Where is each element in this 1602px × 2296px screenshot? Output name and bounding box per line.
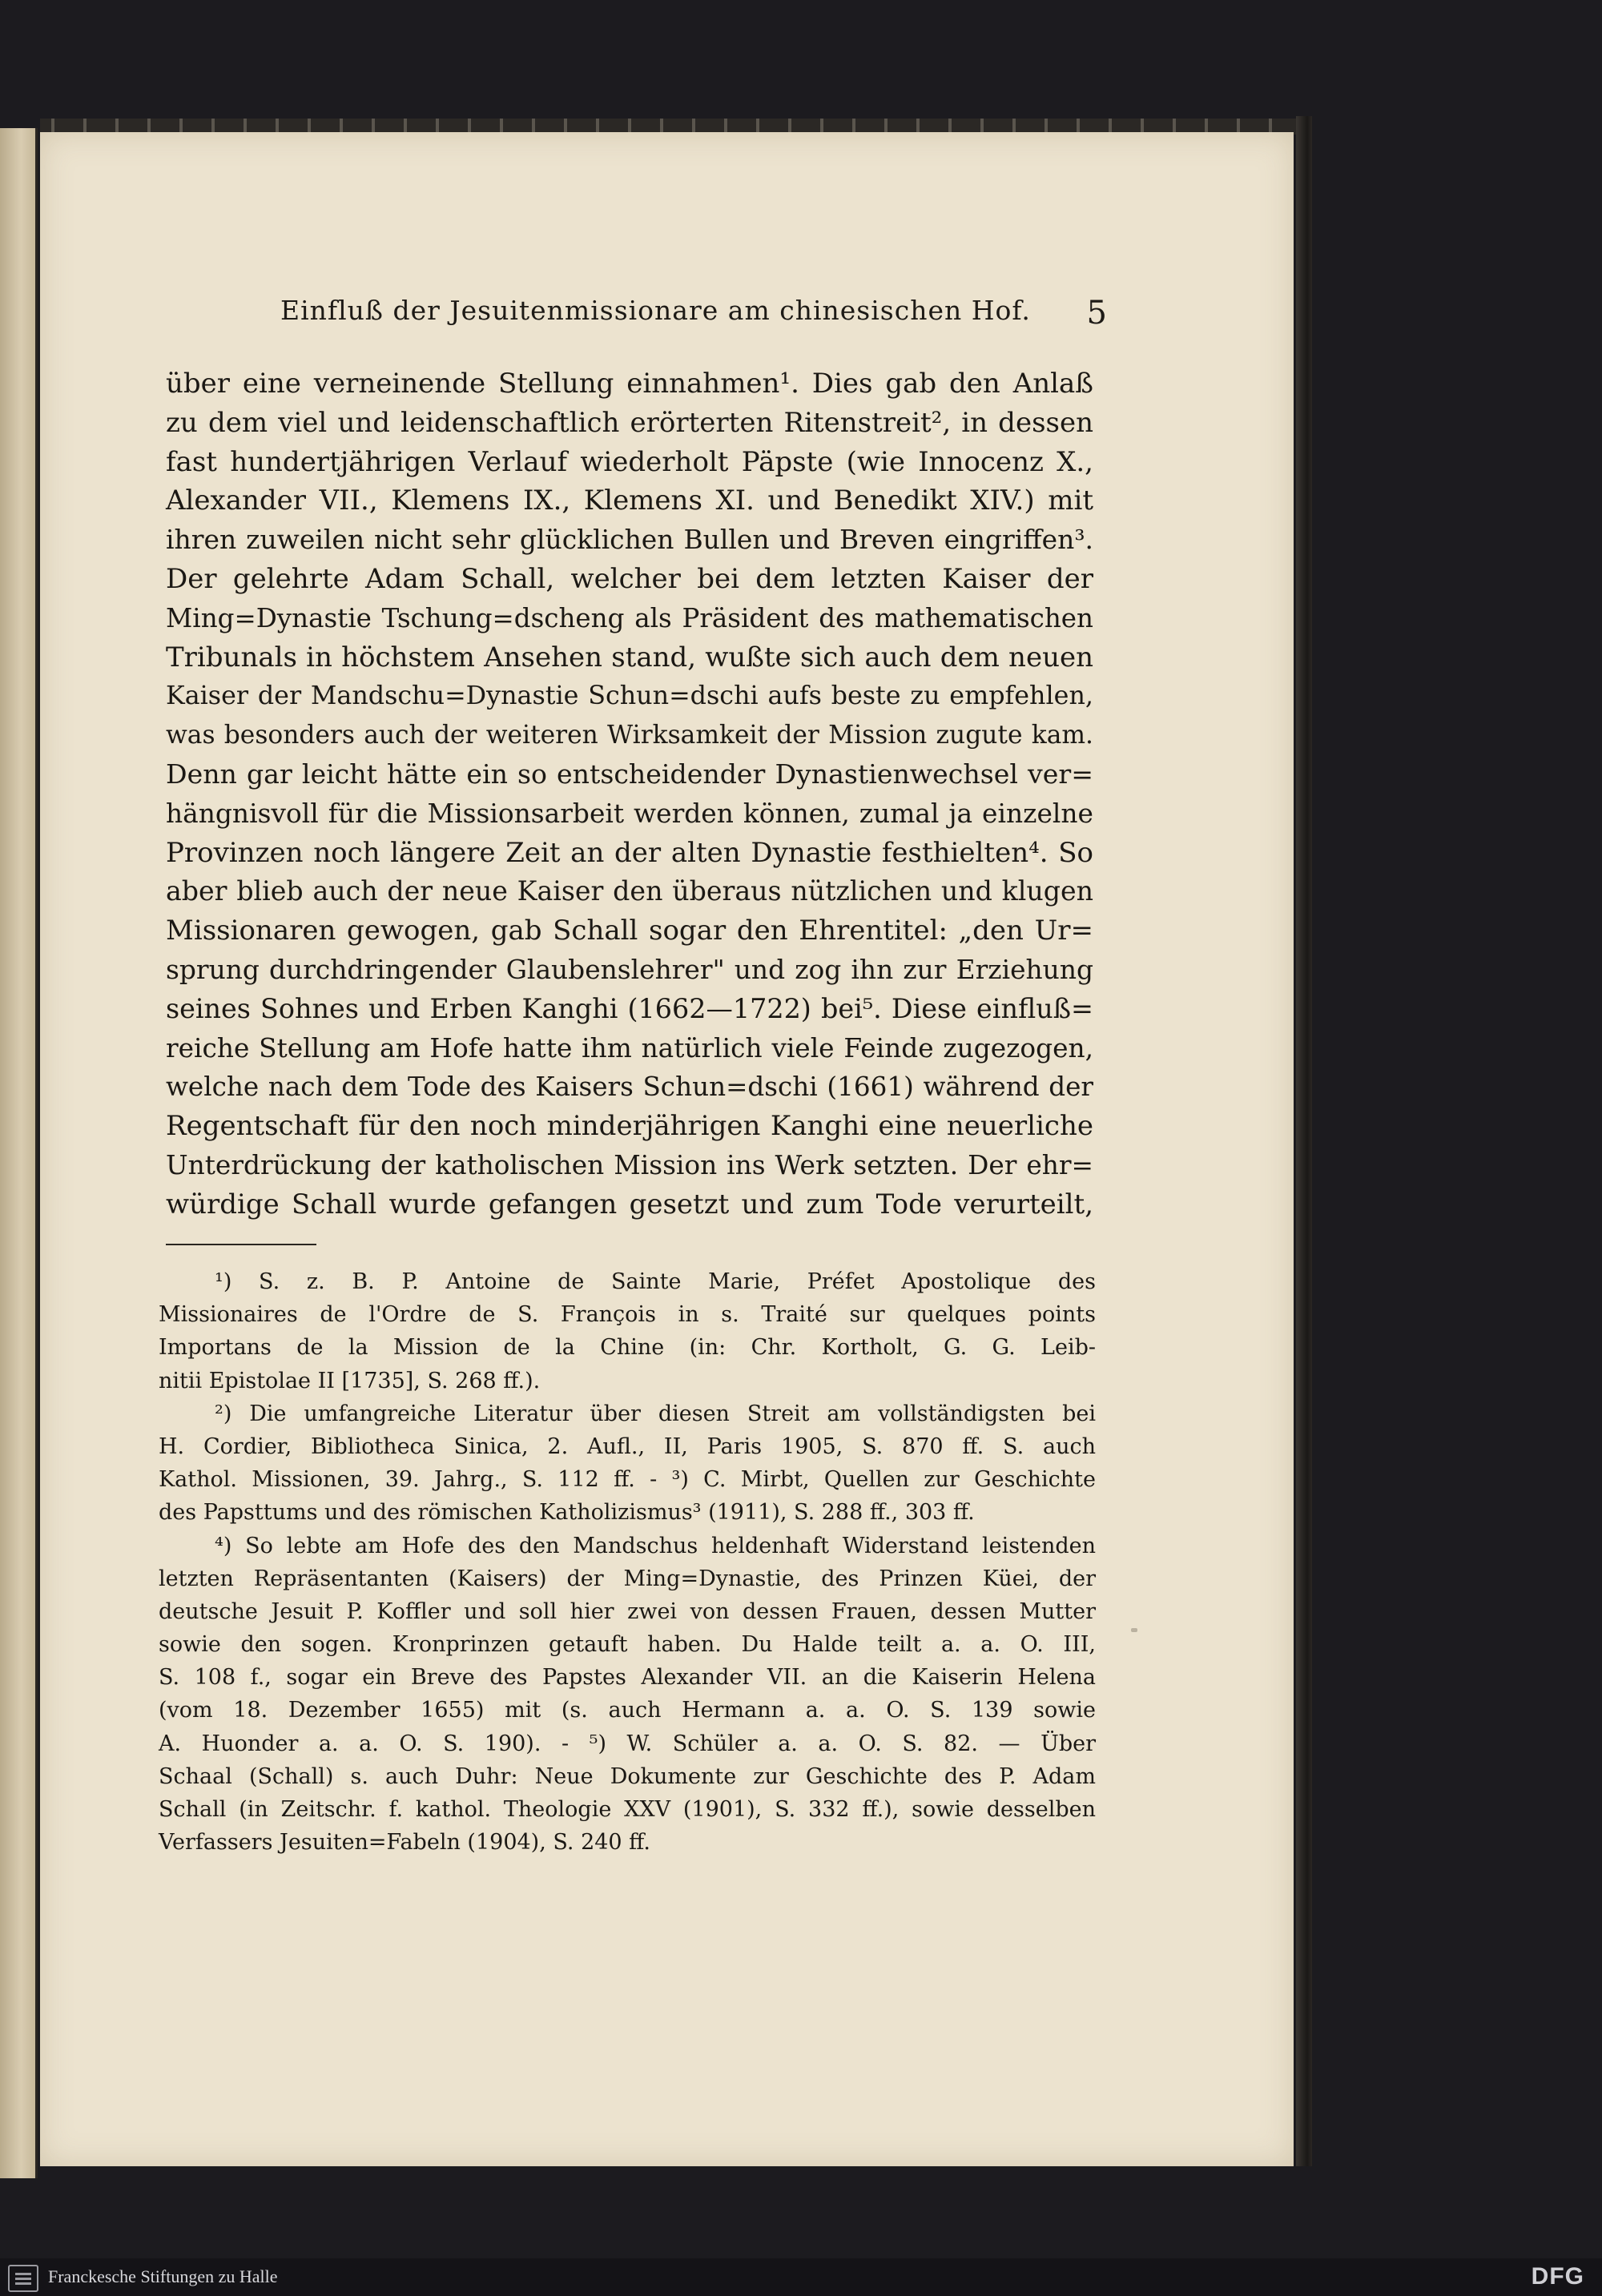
footnote-line: H. Cordier, Bibliotheca Sinica, 2. Aufl., II, Paris 1905, S. 870 ff. S. auch (159, 1433, 1096, 1459)
body-line: fast hundertjährigen Verlauf wiederholt Päpste (wie Innocenz X., (166, 445, 1093, 478)
body-line: Provinzen noch längere Zeit an der alten Dynastie festhielten⁴. So (166, 836, 1093, 869)
institution-name: Franckesche Stiftungen zu Halle (48, 2266, 278, 2286)
footnote-line: Verfassers Jesuiten=Fabeln (1904), S. 240 ff. (159, 1830, 650, 1856)
footnote-line: ²) Die umfangreiche Literatur über diesen Streit am vollständigsten bei (215, 1401, 1096, 1426)
footnote-line: letzten Repräsentanten (Kaisers) der Ming=Dynastie, des Prinzen Küei, der (159, 1566, 1096, 1591)
body-line: sprung durchdringender Glaubenslehrer" und zog ihn zur Erziehung (166, 954, 1093, 985)
footnote-line: Kathol. Missionen, 39. Jahrg., S. 112 ff. - ³) C. Mirbt, Quellen zur Geschichte (159, 1467, 1096, 1493)
dfg-logo: DFG (1531, 2263, 1584, 2290)
footnote-line: sowie den sogen. Kronprinzen getauft haben. Du Halde teilt a. a. O. III, (159, 1632, 1096, 1658)
body-line: Missionaren gewogen, gab Schall sogar den Ehrentitel: „den Ur= (166, 915, 1093, 947)
previous-page-edge (0, 128, 38, 2178)
institution-logo-icon (8, 2265, 38, 2292)
body-line: Unterdrückung der katholischen Mission ins Werk setzten. Der ehr= (166, 1149, 1093, 1180)
body-line: Regentschaft für den noch minderjährigen Kanghi eine neuerliche (166, 1110, 1093, 1143)
body-line: seines Sohnes und Erben Kanghi (1662—1722) bei⁵. Diese einfluß= (166, 992, 1093, 1024)
footnote-line: deutsche Jesuit P. Koffler und soll hier zwei von dessen Frauen, dessen Mutter (159, 1598, 1096, 1624)
footnote-line: A. Huonder a. a. O. S. 190). - ⁵) W. Schüler a. a. O. S. 82. — Über (159, 1731, 1096, 1756)
footnote-line: des Papsttums und des römischen Katholizismus³ (1911), S. 288 ff., 303 ff. (159, 1500, 975, 1526)
running-title: Einfluß der Jesuitenmissionare am chinesischen Hof. (280, 295, 1031, 326)
body-line: ihren zuweilen nicht sehr glücklichen Bullen und Breven eingriffen³. (166, 524, 1093, 556)
footnote-line: Missionaires de l'Ordre de S. François in s. Traité sur quelques points (159, 1302, 1096, 1328)
body-text (166, 364, 1093, 1224)
body-line: Tribunals in höchstem Ansehen stand, wußte sich auch dem neuen (166, 641, 1093, 674)
footnote-line: Importans de la Mission de la Chine (in: Chr. Kortholt, G. G. Leib- (159, 1335, 1096, 1361)
body-line: Ming=Dynastie Tschung=dscheng als Präsident des mathematischen (166, 602, 1093, 633)
footnote-line: ⁴) So lebte am Hofe des den Mandschus heldenhaft Widerstand leistenden (215, 1533, 1096, 1558)
footnote-line: S. 108 f., sogar ein Breve des Papstes Alexander VII. an die Kaiserin Helena (159, 1665, 1096, 1691)
body-line: über eine verneinende Stellung einnahmen¹. Dies gab den Anlaß (166, 368, 1093, 400)
body-line: welche nach dem Tode des Kaisers Schun=dschi (1661) während der (166, 1072, 1093, 1103)
body-line: Alexander VII., Klemens IX., Klemens XI. und Benedikt XIV.) mit (166, 485, 1093, 517)
body-line: zu dem viel und leidenschaftlich erörterten Ritenstreit², in dessen (166, 406, 1093, 439)
footnote-line: Schall (in Zeitschr. f. kathol. Theologie XXV (1901), S. 332 ff.), sowie desselben (159, 1797, 1096, 1822)
body-line: was besonders auch der weiteren Wirksamkeit der Mission zugute kam. (166, 721, 1093, 750)
book-board-edge (1296, 116, 1312, 2166)
body-line: würdige Schall wurde gefangen gesetzt und zum Tode verurteilt, (166, 1188, 1093, 1220)
body-line: Der gelehrte Adam Schall, welcher bei dem letzten Kaiser der (166, 562, 1093, 595)
body-line: aber blieb auch der neue Kaiser den überaus nützlichen und klugen (166, 875, 1093, 907)
footnote-line: Schaal (Schall) s. auch Duhr: Neue Dokumente zur Geschichte des P. Adam (159, 1763, 1096, 1789)
body-line: hängnisvoll für die Missionsarbeit werden können, zumal ja einzelne (166, 798, 1093, 829)
footnote-line: (vom 18. Dezember 1655) mit (s. auch Hermann a. a. O. S. 139 sowie (159, 1698, 1096, 1723)
body-line: reiche Stellung am Hofe hatte ihm natürlich viele Feinde zugezogen, (166, 1032, 1093, 1064)
footnote-line: ¹) S. z. B. P. Antoine de Sainte Marie, Préfet Apostolique des (215, 1269, 1096, 1294)
viewer-footer-bar (0, 2258, 1602, 2296)
paper-speck (1131, 1628, 1137, 1632)
body-line: Denn gar leicht hätte ein so entscheidender Dynastienwechsel ver= (166, 758, 1093, 790)
footnote-line: nitii Epistolae II [1735], S. 268 ff.). (159, 1368, 541, 1393)
footnote-separator (166, 1244, 316, 1245)
footnotes (159, 1265, 1096, 1859)
page-number: 5 (1086, 295, 1107, 332)
body-line: Kaiser der Mandschu=Dynastie Schun=dschi aufs beste zu empfehlen, (166, 682, 1093, 711)
